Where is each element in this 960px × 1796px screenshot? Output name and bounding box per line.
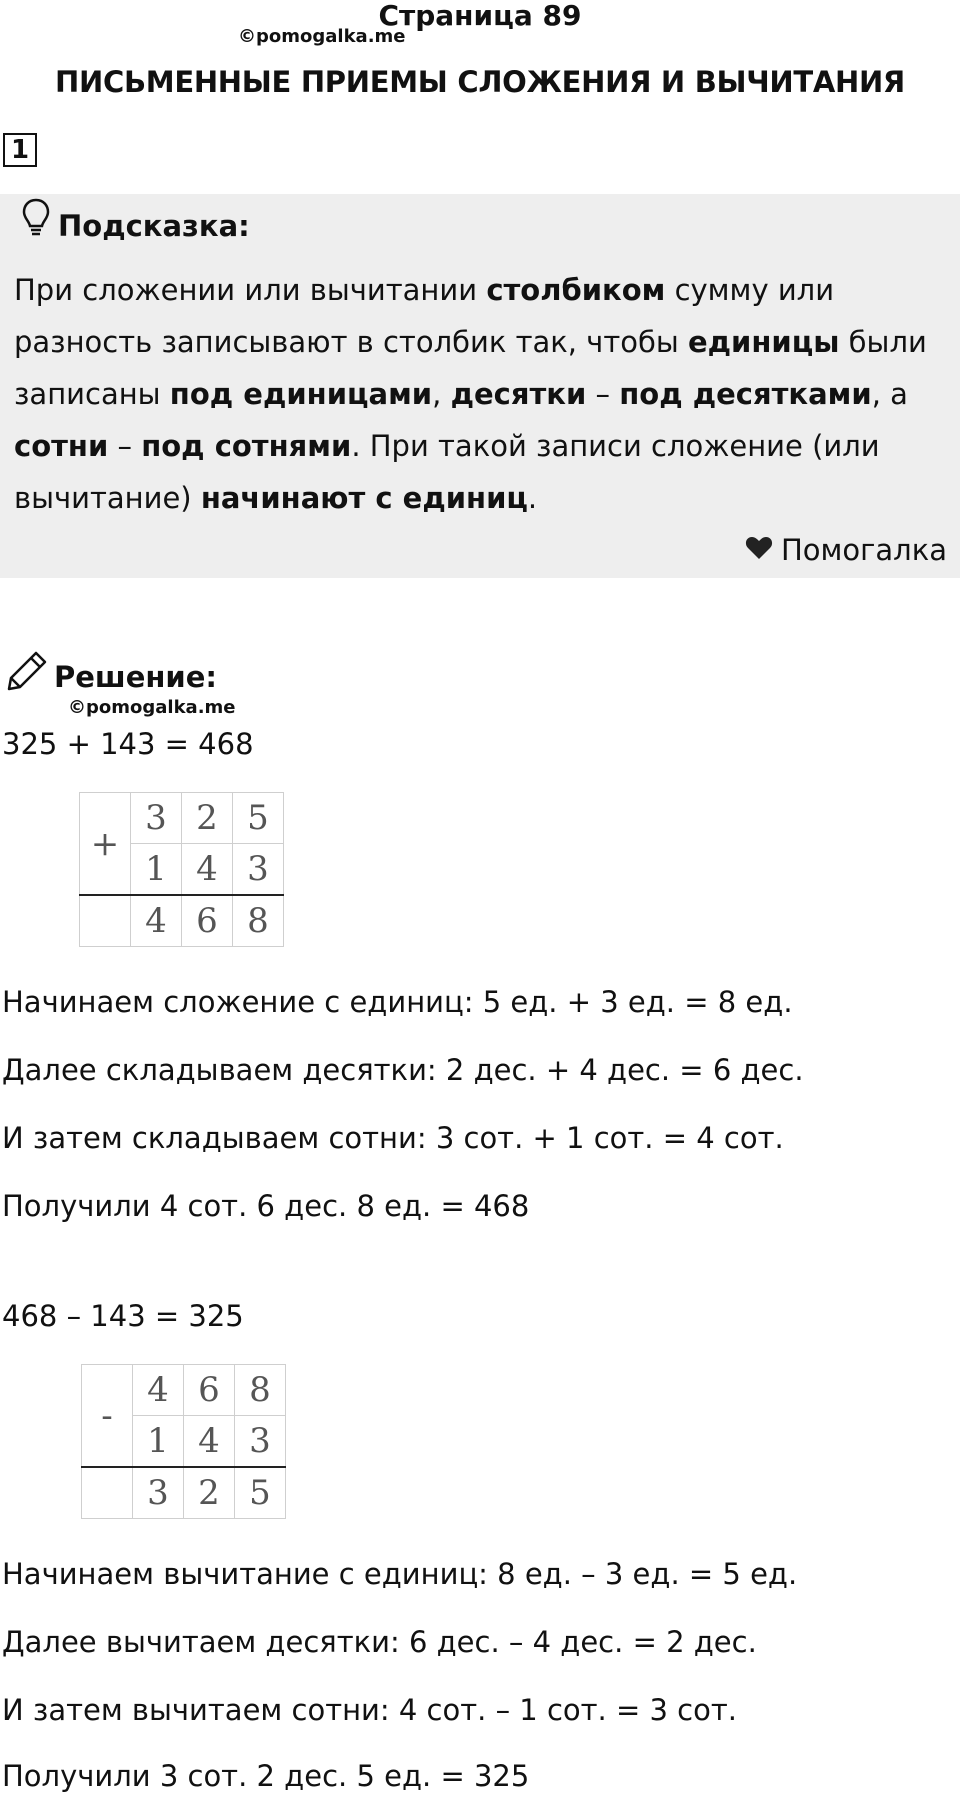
digit-cell: 4 — [182, 844, 233, 896]
solution-header — [6, 650, 217, 704]
digit-cell: 2 — [182, 793, 233, 844]
digit-cell: 3 — [233, 844, 284, 896]
digit-cell: 8 — [235, 1365, 286, 1416]
watermark: ©pomogalka.me — [68, 697, 236, 718]
minus-sign: - — [82, 1365, 133, 1468]
result-cell: 3 — [133, 1467, 184, 1519]
result-cell: 6 — [182, 895, 233, 947]
lightbulb-icon — [22, 198, 50, 253]
digit-cell: 6 — [184, 1365, 235, 1416]
hint-text-bold: под десятками — [619, 377, 872, 411]
section-title: ПИСЬМЕННЫЕ ПРИЕМЫ СЛОЖЕНИЯ И ВЫЧИТАНИЯ — [55, 65, 905, 99]
addition-step: И затем складываем сотни: 3 сот. + 1 сот. = 4 сот. — [2, 1121, 784, 1155]
result-cell: 5 — [235, 1467, 286, 1519]
hint-text-part: , — [432, 377, 451, 411]
hint-text-part: , а — [871, 377, 908, 411]
subtraction-equation: 468 – 143 = 325 — [2, 1299, 244, 1333]
digit-cell: 1 — [131, 844, 182, 896]
hint-text-bold: начинают с единиц — [200, 481, 528, 515]
hint-text-part: были записаны — [14, 325, 927, 411]
hint-title: Подсказка: — [58, 208, 250, 243]
result-cell: 4 — [131, 895, 182, 947]
credit — [745, 530, 947, 570]
result-cell: 8 — [233, 895, 284, 947]
empty-cell — [80, 895, 131, 947]
digit-cell: 4 — [184, 1416, 235, 1468]
hint-text-bold: сотни — [14, 429, 109, 463]
hint-text-part: – — [586, 377, 620, 411]
hint-text-bold: единицы — [687, 325, 840, 359]
subtraction-column-table — [81, 1364, 286, 1519]
addition-equation: 325 + 143 = 468 — [2, 727, 254, 761]
hint-text-part: При сложении или вычитании — [14, 273, 487, 307]
hint-text-bold: под сотнями — [141, 429, 352, 463]
hint-text-part: . При такой записи сложение (или вычитание) — [14, 429, 880, 515]
addition-step: Далее складываем десятки: 2 дес. + 4 дес. = 6 дес. — [2, 1053, 804, 1087]
addition-column-table — [79, 792, 284, 947]
hint-text-part: сумму или разность записывают в столбик так, чтобы — [14, 273, 835, 359]
hint-text-bold: под единицами — [169, 377, 433, 411]
addition-step: Начинаем сложение с единиц: 5 ед. + 3 ед. = 8 ед. — [2, 985, 793, 1019]
addition-result: Получили 4 сот. 6 дес. 8 ед. = 468 — [2, 1189, 530, 1223]
hint-text-bold: десятки — [450, 377, 587, 411]
subtraction-result: Получили 3 сот. 2 дес. 5 ед. = 325 — [2, 1759, 530, 1793]
subtraction-step: Далее вычитаем десятки: 6 дес. – 4 дес. = 2 дес. — [2, 1625, 757, 1659]
subtraction-step: И затем вычитаем сотни: 4 сот. – 1 сот. = 3 сот. — [2, 1693, 737, 1727]
hint-header — [22, 198, 250, 253]
solution-title: Решение: — [54, 660, 218, 694]
digit-cell: 3 — [131, 793, 182, 844]
digit-cell: 4 — [133, 1365, 184, 1416]
digit-cell: 5 — [233, 793, 284, 844]
task-number: 1 — [3, 133, 37, 167]
result-cell: 2 — [184, 1467, 235, 1519]
hint-text-part: – — [108, 429, 142, 463]
page-title: Страница 89 — [378, 0, 582, 32]
plus-sign: + — [80, 793, 131, 896]
digit-cell: 3 — [235, 1416, 286, 1468]
hint-text-bold: столбиком — [486, 273, 666, 307]
heart-icon — [745, 530, 773, 570]
credit-label: Помогалка — [781, 533, 947, 567]
subtraction-step: Начинаем вычитание с единиц: 8 ед. – 3 ед. = 5 ед. — [2, 1557, 798, 1591]
digit-cell: 1 — [133, 1416, 184, 1468]
watermark: ©pomogalka.me — [238, 26, 406, 47]
hint-text-part: . — [527, 481, 538, 515]
hint-text — [14, 264, 944, 524]
pencil-icon — [6, 650, 48, 704]
empty-cell — [82, 1467, 133, 1519]
